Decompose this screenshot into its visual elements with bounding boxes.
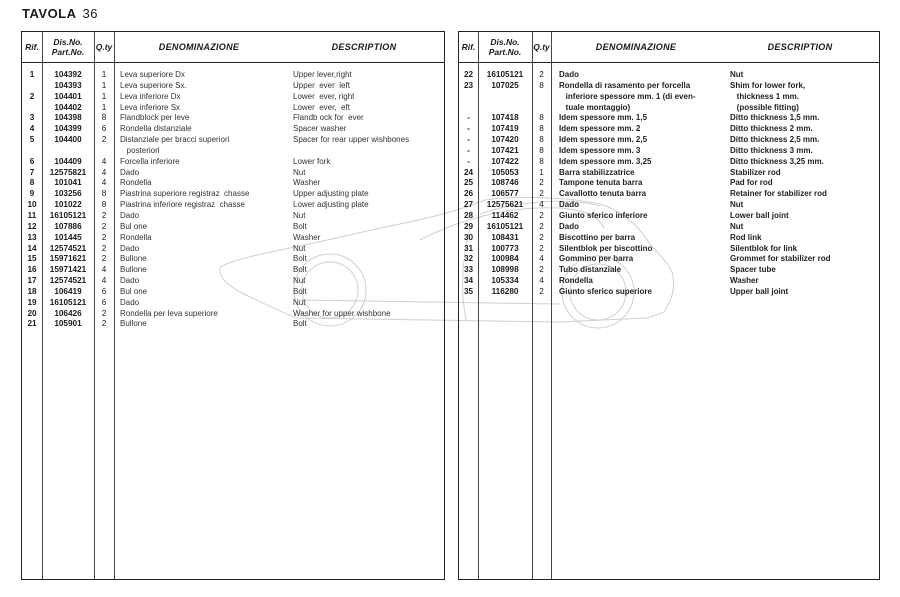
description: Rod link xyxy=(730,232,762,242)
description: Spacer tube xyxy=(730,265,776,275)
description: Bolt xyxy=(293,265,307,275)
quantity: 2 xyxy=(101,319,107,329)
part-number: 104393 xyxy=(54,80,82,90)
part-number: 108746 xyxy=(491,178,519,188)
ref-number: 1 xyxy=(29,70,35,79)
denominazione: Leva superiore Sx. xyxy=(120,80,187,90)
denominazione: Biscottino per barra xyxy=(559,232,636,242)
description: Lower ever, right xyxy=(293,91,355,101)
quantity: 1 xyxy=(101,70,107,79)
ref-number: 4 xyxy=(29,124,35,134)
denominazione: Bul one xyxy=(120,221,148,231)
quantity: 2 xyxy=(101,135,107,145)
description: Lower adjusting plate xyxy=(293,200,369,210)
ref-number: 16 xyxy=(27,265,37,275)
table-row xyxy=(22,222,444,233)
denominazione: Rondella xyxy=(559,276,593,286)
quantity: 6 xyxy=(101,286,107,296)
table-row xyxy=(459,124,879,135)
denominazione: Leva inferiore Dx xyxy=(120,91,181,101)
ref-number: 18 xyxy=(27,286,37,296)
quantity: 4 xyxy=(101,156,107,166)
quantity: 4 xyxy=(101,265,107,275)
part-number: 104398 xyxy=(54,113,82,123)
header-denominazione: DENOMINAZIONE xyxy=(595,42,677,52)
header-denominazione: DENOMINAZIONE xyxy=(158,42,240,52)
table-row xyxy=(22,244,444,255)
quantity: 8 xyxy=(539,80,544,90)
description: (possible fitting) xyxy=(730,102,799,112)
header-part-no xyxy=(478,32,532,62)
description: Bolt xyxy=(293,221,307,231)
part-number: 105901 xyxy=(54,319,82,329)
table-row xyxy=(22,113,444,124)
quantity: 2 xyxy=(101,210,107,220)
table-row xyxy=(22,124,444,135)
denominazione: Leva inferiore Sx xyxy=(120,102,181,112)
table-row xyxy=(459,211,879,222)
table-row xyxy=(459,146,879,157)
part-number: 107421 xyxy=(491,145,519,155)
ref-number: 13 xyxy=(27,232,37,242)
description: Lower ball joint xyxy=(730,210,789,220)
part-number: 105053 xyxy=(491,167,519,177)
table-body xyxy=(459,70,879,298)
part-number: 108998 xyxy=(491,265,519,275)
table-row xyxy=(22,276,444,287)
ref-number: 3 xyxy=(29,113,35,123)
part-number: 106419 xyxy=(54,286,82,296)
part-number: 105334 xyxy=(491,276,519,286)
denominazione: Idem spessore mm. 3 xyxy=(559,145,641,155)
denominazione: Dado xyxy=(559,200,579,210)
denominazione: Dado xyxy=(120,243,140,253)
quantity: 4 xyxy=(539,276,544,286)
part-number: 101022 xyxy=(54,200,82,210)
description: Nut xyxy=(730,70,744,79)
ref-number: 29 xyxy=(463,221,474,231)
page-title-label: TAVOLA xyxy=(22,6,77,21)
header-dis-no-label: Dis.No. xyxy=(490,37,520,47)
ref-number: 15 xyxy=(27,254,37,264)
part-number: 114462 xyxy=(491,210,519,220)
description: Nut xyxy=(730,200,744,210)
table-row xyxy=(22,309,444,320)
part-number: 101041 xyxy=(54,178,82,188)
ref-number: 21 xyxy=(27,319,37,329)
denominazione: Barra stabilizzatrice xyxy=(559,167,635,177)
part-number: 12574521 xyxy=(49,243,87,253)
denominazione: tuale montaggio) xyxy=(559,102,631,112)
table-row xyxy=(22,92,444,103)
description: Retainer for stabilizer rod xyxy=(730,189,827,199)
quantity: 8 xyxy=(539,145,544,155)
ref-number: 10 xyxy=(27,200,37,210)
denominazione: Rondella xyxy=(120,178,152,188)
ref-number: 27 xyxy=(463,200,474,210)
table-row xyxy=(459,265,879,276)
denominazione: Dado xyxy=(559,70,579,79)
table-body xyxy=(22,70,444,330)
part-number: 101445 xyxy=(54,232,82,242)
table-row xyxy=(22,168,444,179)
ref-number: 20 xyxy=(27,308,37,318)
quantity: 2 xyxy=(539,210,544,220)
part-number: 12575821 xyxy=(49,167,87,177)
description: Upper ball joint xyxy=(730,286,789,296)
ref-number: 28 xyxy=(463,210,474,220)
parts-table-right xyxy=(458,31,880,580)
description: Stabilizer rod xyxy=(730,167,781,177)
header-rif: Rif. xyxy=(25,42,39,52)
table-row xyxy=(22,157,444,168)
quantity: 8 xyxy=(539,156,544,166)
table-row xyxy=(459,113,879,124)
part-number: 106577 xyxy=(491,189,519,199)
table-row xyxy=(22,146,444,157)
part-number: 12574521 xyxy=(49,276,87,286)
quantity: 2 xyxy=(539,232,544,242)
description: Upper ever left xyxy=(293,80,350,90)
table-row xyxy=(459,276,879,287)
denominazione: Rondella per leva superiore xyxy=(120,308,218,318)
table-row xyxy=(22,265,444,276)
denominazione: posteriori xyxy=(120,145,160,155)
denominazione: Dado xyxy=(120,167,140,177)
quantity: 2 xyxy=(539,189,544,199)
quantity: 2 xyxy=(101,254,107,264)
ref-number: - xyxy=(467,156,470,166)
denominazione: Silentblok per biscottino xyxy=(559,243,653,253)
description: Washer xyxy=(293,232,321,242)
table-row xyxy=(459,287,879,298)
denominazione: Idem spessore mm. 2,5 xyxy=(559,135,648,145)
denominazione: Dado xyxy=(120,297,140,307)
table-row xyxy=(459,157,879,168)
table-row xyxy=(22,319,444,330)
description: Ditto thickness 3,25 mm. xyxy=(730,156,824,166)
part-number: 116280 xyxy=(491,286,519,296)
quantity: 1 xyxy=(101,91,107,101)
description: Upper lever,right xyxy=(293,70,352,79)
table-row xyxy=(459,178,879,189)
quantity: 2 xyxy=(539,286,544,296)
denominazione: Flandblock per leve xyxy=(120,113,190,123)
ref-number: 9 xyxy=(29,189,35,199)
ref-number: 25 xyxy=(463,178,474,188)
denominazione: Dado xyxy=(120,210,140,220)
ref-number: 22 xyxy=(463,70,474,79)
quantity: 1 xyxy=(101,102,107,112)
denominazione: Rondella di rasamento per forcella xyxy=(559,80,691,90)
part-number: 15971621 xyxy=(49,254,87,264)
denominazione: Giunto sferico inferiore xyxy=(559,210,648,220)
ref-number: 26 xyxy=(463,189,474,199)
denominazione: Giunto sferico superiore xyxy=(559,286,652,296)
table-row xyxy=(22,103,444,114)
ref-number: 5 xyxy=(29,135,35,145)
quantity: 4 xyxy=(101,178,107,188)
ref-number: 31 xyxy=(463,243,474,253)
description: Bolt xyxy=(293,319,307,329)
ref-number: 8 xyxy=(29,178,35,188)
part-number: 107025 xyxy=(491,80,519,90)
part-number: 104399 xyxy=(54,124,82,134)
quantity: 1 xyxy=(539,167,544,177)
header-qty: Q.ty xyxy=(95,42,113,52)
table-row xyxy=(459,244,879,255)
ref-number: 30 xyxy=(463,232,474,242)
quantity: 8 xyxy=(539,135,544,145)
denominazione: Leva superiore Dx xyxy=(120,70,185,79)
table-header xyxy=(459,32,879,63)
quantity: 4 xyxy=(101,276,107,286)
table-row xyxy=(459,103,879,114)
ref-number: 23 xyxy=(463,80,474,90)
ref-number: 33 xyxy=(463,265,474,275)
description: Bolt xyxy=(293,286,307,296)
quantity: 2 xyxy=(101,232,107,242)
ref-number: 6 xyxy=(29,156,35,166)
denominazione: Tubo distanziale xyxy=(559,265,622,275)
denominazione: Tampone tenuta barra xyxy=(559,178,643,188)
table-row xyxy=(459,81,879,92)
part-number: 12575621 xyxy=(486,200,524,210)
table-row xyxy=(459,222,879,233)
denominazione: Idem spessore mm. 2 xyxy=(559,124,641,134)
description: Washer for upper wishbone xyxy=(293,308,391,318)
quantity: 2 xyxy=(539,178,544,188)
description: Bolt xyxy=(293,254,307,264)
part-number: 16105121 xyxy=(49,210,87,220)
ref-number: - xyxy=(467,113,470,123)
quantity: 8 xyxy=(101,200,107,210)
description: Washer xyxy=(293,178,321,188)
part-number: 106426 xyxy=(54,308,82,318)
header-part-no-label: Part.No. xyxy=(488,47,522,57)
quantity: 2 xyxy=(539,221,544,231)
page-title xyxy=(22,6,98,21)
table-row xyxy=(22,298,444,309)
ref-number: 24 xyxy=(463,167,474,177)
denominazione: Dado xyxy=(120,276,140,286)
table-row xyxy=(459,189,879,200)
part-number: 107422 xyxy=(491,156,519,166)
ref-number: - xyxy=(467,145,470,155)
description: Flandb ock for ever xyxy=(293,113,364,123)
part-number: 104392 xyxy=(54,70,82,79)
ref-number: 12 xyxy=(27,221,37,231)
denominazione: Bullone xyxy=(120,319,147,329)
table-row xyxy=(22,211,444,222)
ref-number: 35 xyxy=(463,286,474,296)
table-row xyxy=(22,178,444,189)
denominazione: Idem spessore mm. 1,5 xyxy=(559,113,648,123)
table-row xyxy=(22,287,444,298)
ref-number: - xyxy=(467,135,470,145)
description: Nut xyxy=(293,297,306,307)
header-description: DESCRIPTION xyxy=(767,42,833,52)
part-number: 107418 xyxy=(491,113,519,123)
quantity: 6 xyxy=(101,297,107,307)
part-number: 103256 xyxy=(54,189,82,199)
description: Ditto thickness 1,5 mm. xyxy=(730,113,820,123)
table-row xyxy=(459,233,879,244)
description: Ditto thickness 2 mm. xyxy=(730,124,813,134)
quantity: 2 xyxy=(539,243,544,253)
ref-number: 34 xyxy=(463,276,474,286)
description: Shim for lower fork, xyxy=(730,80,806,90)
description: Grommet for stabilizer rod xyxy=(730,254,831,264)
description: thickness 1 mm. xyxy=(730,91,799,101)
part-number: 16105121 xyxy=(49,297,87,307)
table-row xyxy=(22,200,444,211)
ref-number: 2 xyxy=(29,91,35,101)
part-number: 15971421 xyxy=(49,265,87,275)
quantity: 8 xyxy=(101,189,107,199)
part-number: 104400 xyxy=(54,135,82,145)
header-description: DESCRIPTION xyxy=(331,42,397,52)
denominazione: Cavallotto tenuta barra xyxy=(559,189,647,199)
quantity: 4 xyxy=(539,254,544,264)
table-row xyxy=(22,254,444,265)
quantity: 6 xyxy=(101,124,107,134)
parts-table-left xyxy=(21,31,445,580)
part-number: 108431 xyxy=(491,232,519,242)
denominazione: Bullone xyxy=(120,254,147,264)
header-part-no-label: Part.No. xyxy=(51,47,85,57)
header-dis-no-label: Dis.No. xyxy=(53,37,83,47)
ref-number: 7 xyxy=(29,167,35,177)
header-qty: Q.ty xyxy=(533,42,550,52)
description: Spacer for rear upper wishbones xyxy=(293,135,410,145)
part-number: 100773 xyxy=(491,243,519,253)
part-number: 104409 xyxy=(54,156,82,166)
quantity: 2 xyxy=(101,243,107,253)
table-row xyxy=(22,189,444,200)
table-row xyxy=(459,168,879,179)
table-row xyxy=(459,92,879,103)
description: Pad for rod xyxy=(730,178,773,188)
denominazione: Distanziale per bracci superiori xyxy=(120,135,230,145)
part-number: 107420 xyxy=(491,135,519,145)
denominazione: Piastrina superiore registraz chasse xyxy=(120,189,250,199)
description: Silentblok for link xyxy=(730,243,798,253)
denominazione: Idem spessore mm. 3,25 xyxy=(559,156,652,166)
table-row xyxy=(22,81,444,92)
description: Nut xyxy=(293,276,306,286)
part-number: 107419 xyxy=(491,124,519,134)
table-row xyxy=(459,70,879,81)
denominazione: inferiore spessore mm. 1 (di even- xyxy=(559,91,696,101)
description: Ditto thickness 3 mm. xyxy=(730,145,813,155)
quantity: 2 xyxy=(101,308,107,318)
quantity: 8 xyxy=(101,113,107,123)
quantity: 4 xyxy=(539,200,544,210)
description: Washer xyxy=(730,276,759,286)
description: Nut xyxy=(293,243,306,253)
quantity: 1 xyxy=(101,80,107,90)
quantity: 2 xyxy=(101,221,107,231)
denominazione: Gommino per barra xyxy=(559,254,634,264)
table-row xyxy=(459,200,879,211)
quantity: 8 xyxy=(539,113,544,123)
table-header xyxy=(22,32,444,63)
part-number: 16105121 xyxy=(486,70,524,79)
table-row xyxy=(459,254,879,265)
part-number: 16105121 xyxy=(486,221,524,231)
table-number: 36 xyxy=(82,6,98,21)
ref-number: - xyxy=(467,124,470,134)
quantity: 2 xyxy=(539,70,544,79)
denominazione: Piastrina inferiore registraz chasse xyxy=(120,200,245,210)
description: Lower ever, eft xyxy=(293,102,350,112)
description: Nut xyxy=(730,221,744,231)
part-number: 104402 xyxy=(54,102,82,112)
part-number: 107886 xyxy=(54,221,82,231)
part-number: 104401 xyxy=(54,91,82,101)
ref-number: 32 xyxy=(463,254,474,264)
table-row xyxy=(459,135,879,146)
table-row xyxy=(22,135,444,146)
denominazione: Bul one xyxy=(120,286,148,296)
description: Upper adjusting plate xyxy=(293,189,369,199)
ref-number: 11 xyxy=(27,210,37,220)
denominazione: Dado xyxy=(559,221,579,231)
quantity: 2 xyxy=(539,265,544,275)
denominazione: Rondella distanziale xyxy=(120,124,192,134)
header-rif: Rif. xyxy=(461,42,476,52)
header-part-no xyxy=(42,32,94,62)
ref-number: 17 xyxy=(27,276,37,286)
description: Lower fork xyxy=(293,156,331,166)
description: Spacer washer xyxy=(293,124,347,134)
denominazione: Forcella inferiore xyxy=(120,156,180,166)
description: Nut xyxy=(293,167,306,177)
description: Nut xyxy=(293,210,306,220)
part-number: 100984 xyxy=(491,254,519,264)
denominazione: Bullone xyxy=(120,265,147,275)
denominazione: Rondella xyxy=(120,232,152,242)
ref-number: 19 xyxy=(27,297,37,307)
table-row xyxy=(22,70,444,81)
ref-number: 14 xyxy=(27,243,37,253)
quantity: 4 xyxy=(101,167,107,177)
description: Ditto thickness 2,5 mm. xyxy=(730,135,820,145)
quantity: 8 xyxy=(539,124,544,134)
table-row xyxy=(22,233,444,244)
